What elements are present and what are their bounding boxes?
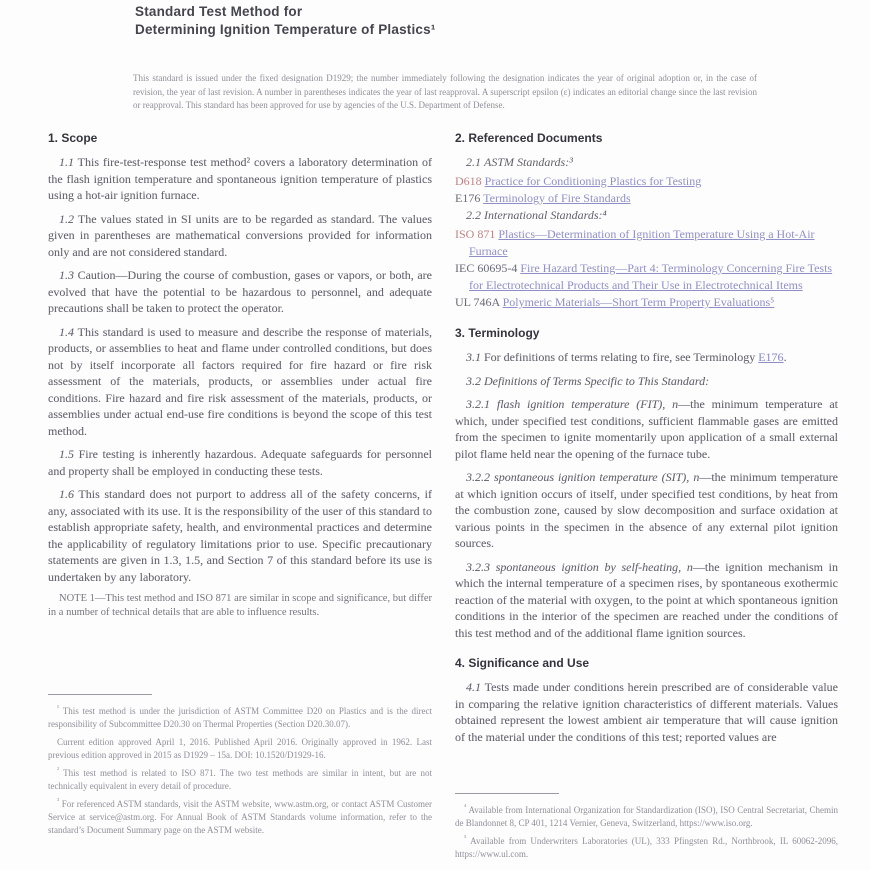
footnote-marker: ⁴: [464, 803, 467, 811]
group-label: ASTM Standards:³: [484, 155, 573, 169]
paragraph-number: 3.2: [466, 373, 481, 388]
footnote: [455, 801, 838, 830]
reference-designation: ISO 871: [455, 227, 496, 241]
paragraph-number: 1.2: [59, 211, 74, 226]
title-line-2: Determining Ignition Temperature of Plastics¹: [135, 22, 436, 37]
scope-paragraph: [48, 486, 432, 585]
definition-text: —the ignition mechanism in which the internal temperature of a specimen rises, by spontaneous exothermic reaction of the material with oxygen, to the point at which spontaneous ignition conditions in the interior of the specimen are reached under the conditions of this test method and of the additional flame ignition sources.: [455, 559, 839, 640]
footnote-marker: ¹: [57, 704, 60, 712]
paragraph-number: 1.4: [59, 324, 74, 339]
defined-term: flash ignition temperature (FIT), n: [496, 397, 679, 411]
definition-text: —the minimum temperature at which, under specified test conditions, sufficient flammable gases are emitted from the specimen to ignite momentarily upon application of a small external pilot flame held near the opening of the furnace tube.: [455, 397, 839, 461]
scope-note: NOTE 1—This test method and ISO 871 are similar in scope and significance, but differ in a number of technical details that are able to influence results.: [48, 593, 432, 618]
footnote-separator: [455, 793, 559, 794]
paragraph-number: 1.5: [59, 447, 74, 461]
scope-paragraph: [48, 154, 432, 204]
paragraph-number: 3.2.3: [466, 559, 490, 574]
paragraph-number: 4.1: [466, 680, 481, 694]
footnote: [455, 832, 838, 861]
paragraph-number: 1.3: [59, 268, 74, 282]
paragraph-number: 3.2.1: [466, 397, 490, 411]
paragraph-number: 2.2: [466, 208, 481, 222]
reference-entry: [455, 294, 838, 311]
footnote: [48, 702, 432, 731]
left-footnotes: [48, 694, 432, 839]
paragraph-text: .: [783, 350, 787, 364]
footnote-marker: ²: [57, 766, 60, 774]
footnote-text: For referenced ASTM standards, visit the ASTM website, www.astm.org, or contact ASTM Customer Service at service@astm.org. For Annual Book of ASTM Standards volume information, refer to the standard’s Document Summary page on the ASTM website.: [48, 799, 433, 835]
reference-link-d618[interactable]: Practice for Conditioning Plastics for Testing: [484, 174, 702, 188]
paragraph-text: Caution—During the course of combustion, gases or vapors, or both, are evolved that have the potential to be hazardous to personnel, and adequate precautions shall be taken to protect the operator.: [48, 268, 432, 315]
page-title: [135, 3, 755, 39]
reference-link-iso-871[interactable]: Plastics—Determination of Ignition Temperature Using a Hot-Air Furnace: [469, 227, 815, 258]
reference-entry: [455, 226, 838, 260]
definitions-label: Definitions of Terms Specific to This Standard:: [484, 373, 710, 388]
terminology-definition: [455, 469, 838, 552]
terminology-definition: [455, 559, 838, 642]
paragraph-text: Fire testing is inherently hazardous. Adequate safeguards for personnel and property shall be employed in conducting these tests.: [48, 447, 433, 478]
reference-group-astm: [455, 154, 838, 171]
terminology-definition: [455, 396, 838, 462]
paragraph-number: 3.1: [466, 350, 481, 364]
title-line-1: Standard Test Method for: [135, 4, 303, 19]
terminology-paragraph: [455, 349, 838, 366]
reference-designation: UL 746A: [455, 295, 500, 309]
paragraph-number: 3.2.2: [466, 470, 490, 484]
reference-link-ul-746a[interactable]: Polymeric Materials—Short Term Property Evaluations⁵: [502, 295, 775, 309]
right-column: [455, 130, 838, 752]
footnote-text: Available from Underwriters Laboratories (UL), 333 Pfingsten Rd., Northbrook, IL 60062-2096, https://www.ul.com.: [455, 836, 838, 859]
reference-designation: IEC 60695-4: [455, 261, 518, 275]
reference-group-international: [455, 207, 838, 224]
footnote-marker: ³: [57, 797, 60, 805]
section-scope-heading: 1. Scope: [48, 131, 98, 145]
issuance-note: This standard is issued under the fixed designation D1929; the number immediately following the designation indicates the year of original adoption or, in the case of revision, the year of last revision. A number in parentheses indicates the year of last reapproval. A superscript epsilon (ε) indicates an editorial change since the last revision or reapproval. This standard has been approved for use by agencies of the U.S. Department of Defense.: [133, 73, 757, 110]
section-references-heading: 2. Referenced Documents: [455, 131, 603, 145]
section-terminology-heading: 3. Terminology: [455, 326, 540, 340]
reference-link-iec-60695[interactable]: Fire Hazard Testing—Part 4: Terminology Concerning Fire Tests for Electrotechnical Products and Their Use in Electrotechnical Items: [469, 261, 833, 292]
group-label: International Standards:⁴: [484, 208, 607, 222]
paragraph-number: 1.1: [59, 155, 74, 169]
paragraph-text: This standard does not purport to address all of the safety concerns, if any, associated with its use. It is the responsibility of the user of this standard to establish appropriate safety, health, and environmental practices and determine the applicability of regulatory limitations prior to use. Specific precautionary statements are given in 1.3, 1.5, and Section 7 of this standard before its use is undertaken by any laboratory.: [48, 487, 432, 584]
scope-paragraph: [48, 211, 432, 261]
defined-term: spontaneous ignition by self-heating, n: [495, 559, 693, 574]
left-column: [48, 130, 432, 620]
inline-reference-link-e176[interactable]: E176: [758, 350, 784, 364]
reference-entry: [455, 173, 838, 190]
footnote: [48, 764, 432, 793]
footnote-text: This test method is under the jurisdiction of ASTM Committee D20 on Plastics and is the direct responsibility of Subcommittee D20.30 on Thermal Properties (Section D20.30.07).: [48, 706, 432, 729]
defined-term: spontaneous ignition temperature (SIT), n: [494, 470, 700, 484]
scope-paragraph: [48, 267, 432, 317]
scope-paragraph: [48, 324, 432, 440]
paragraph-text: For definitions of terms relating to fire, see Terminology: [484, 350, 756, 364]
footnote-separator: [48, 694, 152, 695]
terminology-paragraph: [455, 373, 838, 390]
paragraph-text: This fire-test-response test method² covers a laboratory determination of the flash ignition temperature and spontaneous ignition temperature of plastics using a hot-air ignition furnace.: [48, 155, 433, 202]
footnote: [48, 795, 432, 837]
significance-paragraph: [455, 679, 838, 745]
reference-designation: D618: [455, 174, 482, 188]
footnote-text: Available from International Organization for Standardization (ISO), ISO Central Secretariat, Chemin de Blandonnet 8, CP 401, 1214 Vernier, Geneva, Switzerland, https://www.iso.org.: [455, 805, 838, 828]
paragraph-text: This standard is used to measure and describe the response of materials, products, or assemblies to heat and flame under controlled conditions, but does not by itself incorporate all factors required for fire hazard or fire risk assessment of the materials, products, or assemblies under actual fire conditions. Fire hazard and fire risk assessment of the materials, products, or assemblies under actual end-use fire conditions is beyond the scope of this test method.: [48, 324, 432, 438]
reference-entry: [455, 190, 838, 207]
footnote: [48, 733, 432, 762]
section-significance-heading: 4. Significance and Use: [455, 656, 590, 670]
right-footnotes: [455, 793, 838, 863]
footnote-text: Current edition approved April 1, 2016. Published April 2016. Originally approved in 1962. Last previous edition approved in 2015 as D1929 – 15a. DOI: 10.1520/D1929-16.: [48, 737, 432, 760]
footnote-text: This test method is related to ISO 871. The two test methods are similar in intent, but are not technically equivalent in every detail of procedure.: [48, 768, 432, 791]
reference-entry: [455, 260, 838, 294]
reference-link-e176[interactable]: Terminology of Fire Standards: [483, 191, 631, 205]
definition-text: —the minimum temperature at which ignition occurs of itself, under specified test conditions, by heat from the combustion zone, caused by slow decomposition and surface oxidation at various points in the specimen in the absence of any external pilot ignition sources.: [455, 470, 838, 550]
paragraph-number: 1.6: [59, 487, 74, 501]
scope-paragraph: [48, 446, 432, 479]
footnote-marker: ⁵: [464, 834, 467, 842]
paragraph-text: The values stated in SI units are to be regarded as standard. The values given in parentheses are mathematical conversions provided for information only and are not considered standard.: [48, 211, 432, 259]
paragraph-number: 2.1: [466, 155, 481, 169]
reference-designation: E176: [455, 191, 481, 205]
paragraph-text: Tests made under conditions herein prescribed are of considerable value in comparing the relative ignition characteristics of different materials. Values obtained represent the lowest ambient air temperature that will cause ignition of the material under the conditions of this test; reported values are: [455, 680, 838, 744]
